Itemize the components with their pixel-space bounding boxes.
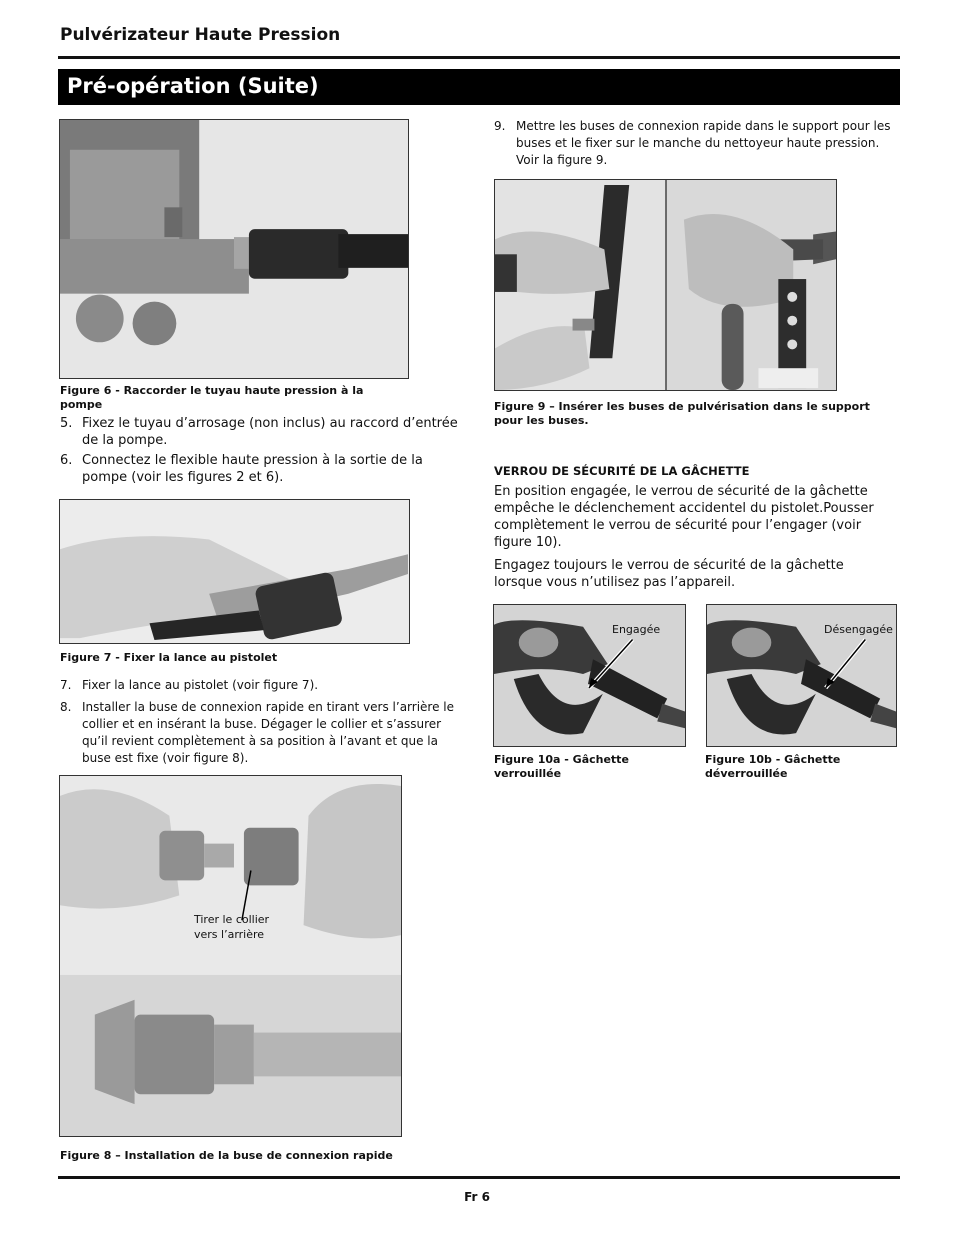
- page-number: Fr 6: [464, 1190, 490, 1204]
- figure-9-caption: Figure 9 – Insérer les buses de pulvérisation dans le support pour les buses.: [494, 400, 870, 427]
- safety-heading: VERROU DE SÉCURITÉ DE LA GÂCHETTE: [494, 464, 750, 478]
- step-8-number: 8.: [60, 700, 72, 714]
- step-7-text: Fixer la lance au pistolet (voir figure 7).: [82, 678, 319, 692]
- step-6: [60, 452, 460, 488]
- step-7-number: 7.: [60, 678, 72, 692]
- figure-6-caption: Figure 6 - Raccorder le tuyau haute pression à la pompe: [60, 384, 364, 411]
- safety-paragraph-2: Engagez toujours le verrou de sécurité de la gâchette lorsque vous n’utilisez pas l’appareil.: [494, 558, 844, 590]
- figure-9-photo: [494, 179, 837, 391]
- step-9-number: 9.: [494, 119, 506, 133]
- figure-10b-caption: Figure 10b - Gâchette déverrouillée: [705, 753, 841, 780]
- figure-10b-label: Désengagée: [824, 623, 893, 636]
- step-8-text: Installer la buse de connexion rapide en tirant vers l’arrière le collier et en insérant la buse. Dégager le collier et s’assurer qu’il revient complètement à sa position à l’avant et que la buse est fixe (voir figure 8).: [82, 700, 455, 765]
- footer-rule: [58, 1176, 900, 1179]
- step-8: [60, 699, 460, 769]
- section-title: Pré-opération (Suite): [58, 69, 900, 105]
- safety-paragraph-1: En position engagée, le verrou de sécurité de la gâchette empêche le déclenchement accidentel du pistolet.Pousser complètement le verrou de sécurité pour l’engager (voir figure 10).: [494, 484, 874, 550]
- figure-10a-label: Engagée: [612, 623, 661, 636]
- figure-7-photo: [59, 499, 410, 644]
- document-title: Pulvérizateur Haute Pression: [60, 25, 341, 45]
- figure-7-caption: Figure 7 - Fixer la lance au pistolet: [60, 651, 278, 664]
- step-6-text: Connectez le flexible haute pression à la sortie de la pompe (voir les figures 2 et 6).: [82, 453, 423, 485]
- step-5-text: Fixez le tuyau d’arrosage (non inclus) au raccord d’entrée de la pompe.: [82, 416, 458, 448]
- figure-8-label: Tirer le collier vers l’arrière: [194, 913, 270, 941]
- figure-8-caption: Figure 8 – Installation de la buse de connexion rapide: [60, 1149, 393, 1162]
- step-6-number: 6.: [60, 453, 73, 468]
- figure-10a-caption: Figure 10a - Gâchette verrouillée: [494, 753, 629, 780]
- step-9-text: Mettre les buses de connexion rapide dans le support pour les buses et le fixer sur le manche du nettoyeur haute pression. Voir la figure 9.: [516, 119, 891, 167]
- step-7: [60, 677, 460, 695]
- figure-6-photo: [59, 119, 409, 379]
- figure-8-photo: [59, 775, 402, 1137]
- step-5-number: 5.: [60, 416, 73, 431]
- header-rule: [58, 56, 900, 59]
- step-5: [60, 415, 460, 451]
- step-9: [494, 118, 894, 172]
